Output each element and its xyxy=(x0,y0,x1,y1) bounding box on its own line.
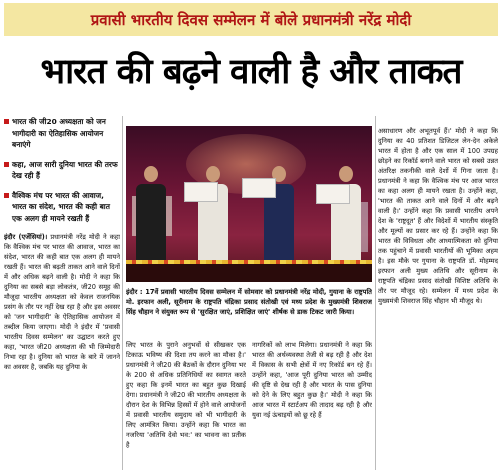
highlight-point-text: भारत की जी20 अध्यक्षता को जन भागीदारी का ऐतिहासिक आयोजन बनाएंगे xyxy=(12,117,106,149)
photo-caption: इंदौर : 17वें प्रवासी भारतीय दिवस सम्मेलन में सोमवार को प्रधानमंत्री नरेंद्र मोदी, गुयाना के राष्ट्रपति मो. इरफान अली, सूरीनाम के राष्ट्रपति चंद्रिका प्रसाद संतोखी एवं मध्य प्रदेश के मुख्यमंत्री शिवराज सिंह चौहान ने संयुक्त रूप से 'सुरक्षित जाएं, प्रशिक्षित जाएं' शीर्षक से डाक टिकट जारी किया। xyxy=(126,288,372,316)
news-photo xyxy=(126,126,372,282)
highlight-point-text: कहा, आज सारी दुनिया भारत की तरफ देख रही हैं xyxy=(12,159,118,180)
column-divider xyxy=(122,116,123,470)
highlight-point-text: वैश्विक मंच पर भारत की आवाज, भारत का संदेश, भारत की कही बात एक अलग ही मायने रखती हैं xyxy=(12,190,110,223)
article-body-mid1: लिए भारत के पुराने अनुभवों से सीखकर एक टिकाऊ भविष्य की दिशा तय करने का मौका है।' प्रधानमंत्री ने जी20 की बैठकों के दौरान दुनिया भर के 200 से अधिक प्रतिनिधियों का स्वागत करते हुए कहा कि इनमें भारत का बहुत कुछ दिखाई देगा। प्रधानमंत्री ने जी20 की भारतीय अध्यक्षता के दौरान देश के विभिन्न हिस्सों में होने वाले आयोजनों में प्रवासी भारतीय समुदाय को भी भागीदारी के लिए आमंत्रित किया। उन्होंने कहा कि भारत का नजरिया 'अतिथि देवो भव:' का भावना का प्रतीक है xyxy=(126,341,246,449)
photo-person xyxy=(331,166,361,264)
article-body-left xyxy=(4,232,120,372)
photo-person xyxy=(198,166,228,264)
main-headline: भारत की बढ़ने वाली है और ताकत xyxy=(40,52,462,92)
bullet-square-icon xyxy=(4,119,9,124)
photo-person xyxy=(136,166,166,264)
article-text: प्रधानमंत्री नरेंद्र मोदी ने कहा कि वैश्विक मंच पर भारत की आवाज, भारत का संदेश, भारत की कही बात एक अलग ही मायने रखती हैं। भारत की बढ़ती ताकत आने वाले दिनों में और अधिक बढ़ने वाली है। मोदी ने कहा कि दुनिया का सबसे बड़ा लोकतंत्र, जी20 समूह की मौजूदा भारतीय अध्यक्षता को केवल राजनयिक प्रसंग के तौर पर नहीं देख रहा है और इस अवसर को 'जन भागीदारी' के ऐतिहासिक आयोजन में तब्दील किया जाएगा। मोदी ने इंदौर में 'प्रवासी भारतीय दिवस सम्मेलन' का उद्घाटन करते हुए कहा, 'भारत जी20 अध्यक्षता की भी जिम्मेदारी निभा रहा है। दुनिया को भारत के बारे में जानने का अवसर है, जबकि यह दुनिया के xyxy=(4,233,120,371)
highlight-point xyxy=(4,190,120,225)
highlight-point xyxy=(4,159,120,182)
kicker-headline: प्रवासी भारतीय दिवस सम्मेलन में बोले प्रधानमंत्री नरेंद्र मोदी xyxy=(4,3,498,36)
article-body-mid2: नागरिकों को लाभ मिलेगा। प्रधानमंत्री ने कहा कि भारत की अर्थव्यवस्था तेजी से बढ़ रही है और देश में विकास के सभी क्षेत्रों में नए रिकॉर्ड बन रहे हैं। उन्होंने कहा, 'आज पूरी दुनिया भारत को उम्मीद की दृष्टि से देख रही है और भारत के पास दुनिया को देने के लिए बहुत कुछ है।' मोदी ने कहा कि आज भारत में स्टार्टअप की तादाद बढ़ रही है और युवा नई ऊंचाइयों को छू रहे हैं xyxy=(252,341,372,419)
left-column xyxy=(4,116,120,470)
column-divider xyxy=(375,116,376,470)
highlight-point xyxy=(4,116,120,151)
bullet-square-icon xyxy=(4,162,9,167)
article-body-right: असाधारण और अभूतपूर्व हैं।' मोदी ने कहा कि दुनिया का 40 प्रतिशत डिजिटल लेन-देन अकेले भारत में होता है और एक साल में 100 उपग्रह छोड़ने का रिकॉर्ड बनाने वाले भारत को सबसे उन्नत अंतरिक्ष तकनीकी वाले देशों में गिना जाता है। प्रधानमंत्री ने कहा कि वैश्विक मंच पर आज भारत का कहा अलग ही मायने रखता है। उन्होंने कहा, 'भारत की ताकत आने वाले दिनों में और बढ़ने वाली है।' उन्होंने कहा कि प्रवासी भारतीय अपने देश के 'राष्ट्रदूत' हैं और विदेशों में भारतीय संस्कृति और मूल्यों का प्रसार कर रहे हैं। उन्होंने कहा कि भारत की विविधता और आध्यात्मिकता को दुनिया तक पहुंचाने में प्रवासी भारतीयों की भूमिका अहम है। इस मौके पर गुयाना के राष्ट्रपति डॉ. मोहम्मद इरफान अली मुख्य अतिथि और सूरीनाम के राष्ट्रपति चंद्रिका प्रसाद संतोखी विशिष्ट अतिथि के तौर पर मौजूद रहे। सम्मेलन में मध्य प्रदेश के मुख्यमंत्री शिवराज सिंह चौहान भी मौजूद थे। xyxy=(378,127,498,305)
dateline: इंदौर (एजेंसियां)। xyxy=(4,233,48,241)
bullet-square-icon xyxy=(4,193,9,198)
